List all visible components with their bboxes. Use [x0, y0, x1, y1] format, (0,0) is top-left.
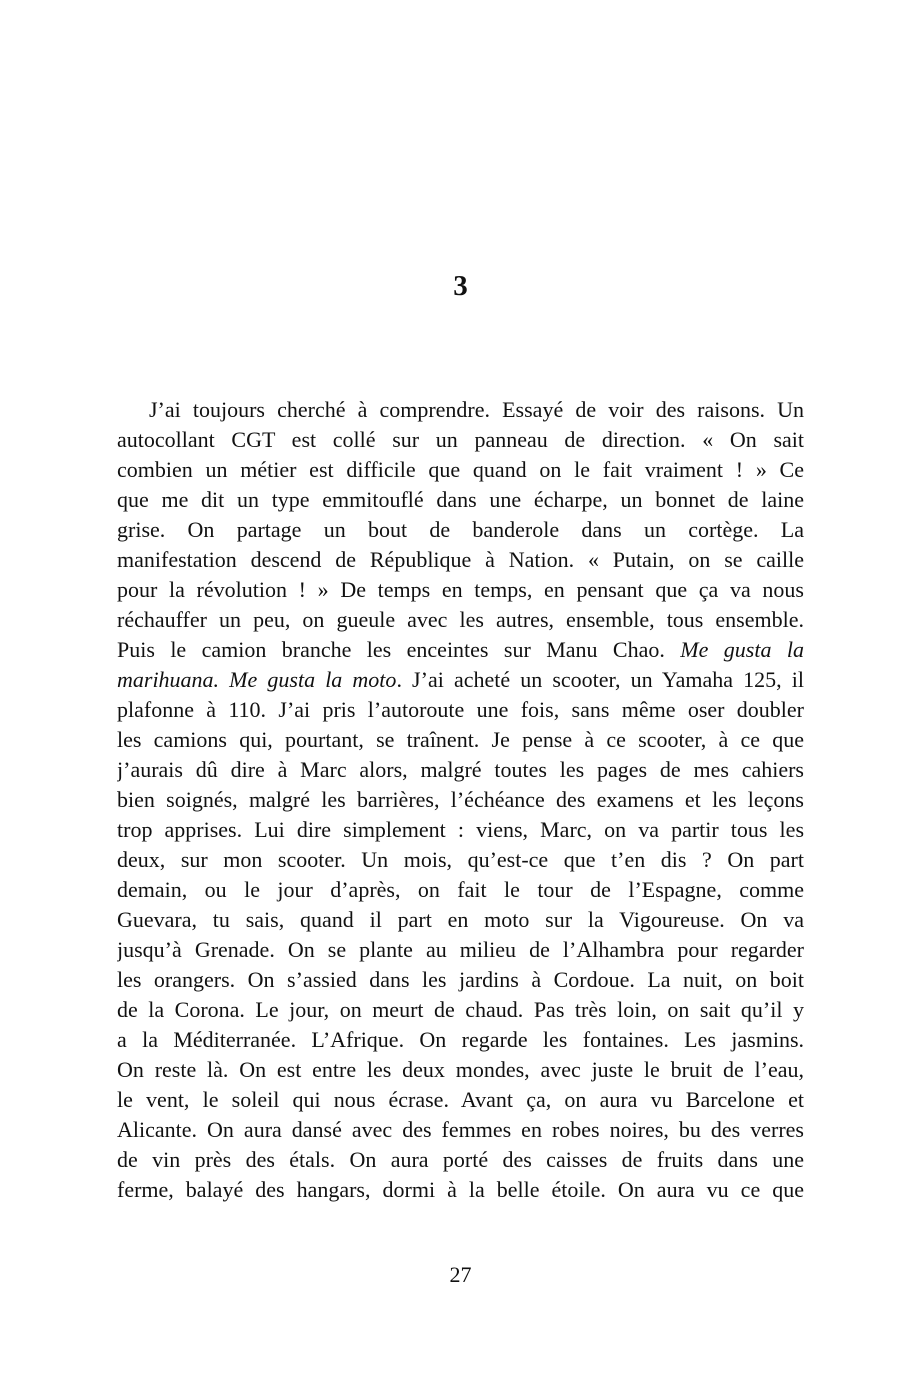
text-line: ferme, balayé des hangars, dormi à la belle étoile. On aura vu ce que — [117, 1177, 804, 1202]
text-line: combien un métier est difficile que quand on le fait vraiment ! » Ce — [117, 457, 804, 482]
text-line — [117, 665, 804, 695]
text-line: Alicante. On aura dansé avec des femmes en robes noires, bu des verres — [117, 1117, 804, 1142]
text-line: de la Corona. Le jour, on meurt de chaud. Pas très loin, on sait qu’il y — [117, 997, 804, 1022]
text-line: Guevara, tu sais, quand il part en moto sur la Vigoureuse. On va — [117, 907, 804, 932]
text-segment: Puis le camion branche les enceintes sur Manu Chao. — [117, 637, 681, 662]
text-line: le vent, le soleil qui nous écrase. Avant ça, on aura vu Barcelone et — [117, 1087, 804, 1112]
text-line: les camions qui, pourtant, se traînent. Je pense à ce scooter, à ce que — [117, 727, 804, 752]
text-line: On reste là. On est entre les deux mondes, avec juste le bruit de l’eau, — [117, 1057, 804, 1082]
text-line: grise. On partage un bout de banderole dans un cortège. La — [117, 517, 804, 542]
text-line: J’ai toujours cherché à comprendre. Essayé de voir des raisons. Un — [149, 397, 804, 422]
italic-segment: marihuana. Me gusta la moto — [117, 667, 397, 692]
text-line: réchauffer un peu, on gueule avec les autres, ensemble, tous ensemble. — [117, 607, 804, 632]
text-line: manifestation descend de République à Nation. « Putain, on se caille — [117, 547, 804, 572]
text-line: que me dit un type emmitouflé dans une écharpe, un bonnet de laine — [117, 487, 804, 512]
text-line — [117, 635, 804, 665]
text-line: trop apprises. Lui dire simplement : viens, Marc, on va partir tous les — [117, 817, 804, 842]
text-line: j’aurais dû dire à Marc alors, malgré toutes les pages de mes cahiers — [117, 757, 804, 782]
text-line: pour la révolution ! » De temps en temps, en pensant que ça va nous — [117, 577, 804, 602]
text-line: bien soignés, malgré les barrières, l’échéance des examens et les leçons — [117, 787, 804, 812]
body-text — [117, 395, 804, 1205]
text-line: deux, sur mon scooter. Un mois, qu’est-ce que t’en dis ? On part — [117, 847, 804, 872]
text-segment: . J’ai acheté un scooter, un Yamaha 125, il — [396, 667, 804, 692]
chapter-number: 3 — [453, 270, 468, 302]
text-line: a la Méditerranée. L’Afrique. On regarde les fontaines. Les jasmins. — [117, 1027, 804, 1052]
text-line: de vin près des étals. On aura porté des caisses de fruits dans une — [117, 1147, 804, 1172]
text-line: les orangers. On s’assied dans les jardins à Cordoue. La nuit, on boit — [117, 967, 804, 992]
text-line: jusqu’à Grenade. On se plante au milieu de l’Alhambra pour regarder — [117, 937, 804, 962]
page-number: 27 — [449, 1262, 472, 1287]
italic-segment: Me gusta la — [680, 637, 804, 662]
text-line: demain, ou le jour d’après, on fait le tour de l’Espagne, comme — [117, 877, 804, 902]
text-line: autocollant CGT est collé sur un panneau de direction. « On sait — [117, 427, 804, 452]
text-line: plafonne à 110. J’ai pris l’autoroute une fois, sans même oser doubler — [117, 697, 804, 722]
